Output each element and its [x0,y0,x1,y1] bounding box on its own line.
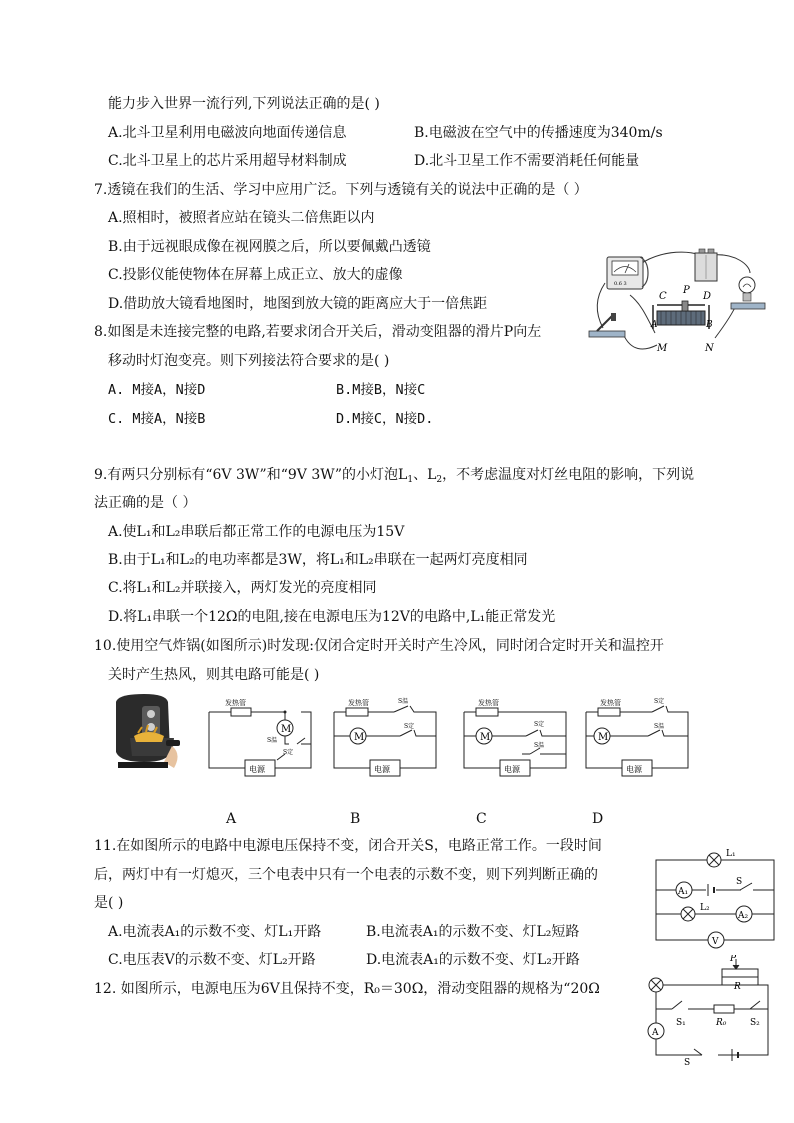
q9-option-c: C.将L₁和L₂并联接入，两灯发光的亮度相同 [108,580,377,596]
svg-text:L₁: L₁ [726,849,736,859]
q11-stem-line1: 11.在如图所示的电路中电源电压保持不变，闭合开关S，电路正常工作。一段时间 [94,838,602,854]
ammeter-icon [607,257,648,289]
label-a: A [651,320,658,330]
q9-option-d: D.将L₁串联一个12Ω的电阻,接在电源电压为12V的电路中,L₁能正常发光 [108,609,556,625]
svg-text:S定: S定 [283,749,294,756]
svg-text:M: M [354,732,365,743]
q11-stem-line3: 是( ) [94,895,124,911]
q8-stem-line2: 移动时灯泡变亮。则下列接法符合要求的是( ) [108,353,390,369]
q6-option-c: C.北斗卫星上的芯片采用超导材料制成 [108,153,347,169]
q10-circuit-a [205,692,315,782]
label-b: B [706,320,713,330]
svg-text:发热管: 发热管 [225,699,246,707]
q8-circuit-figure [585,243,785,358]
q10-stem-line1: 10.使用空气炸锅(如图所示)时发现:仅闭合定时开关时产生冷风，同时闭合定时开关和温控开 [94,638,664,654]
svg-text:L₂: L₂ [700,903,710,913]
label-c: C [659,291,667,302]
svg-text:S₂: S₂ [750,1018,760,1028]
q11-option-d: D.电流表A₁的示数不变、灯L₂开路 [366,952,580,968]
svg-text:电源: 电源 [504,765,520,774]
svg-text:电源: 电源 [374,765,390,774]
label-d: D [703,291,712,302]
lamp-icon [731,277,765,309]
q8-option-b: B.M接B，N接C [336,382,426,398]
q10-circuit-c [460,692,570,782]
q10-letter-a: A [226,811,237,827]
q12-circuit-figure [642,955,782,1065]
svg-text:M: M [598,732,609,743]
battery-icon [695,249,717,281]
q11-option-c: C.电压表V的示数不变、灯L₂开路 [108,952,316,968]
svg-text:A₂: A₂ [738,911,749,921]
svg-text:电源: 电源 [249,765,265,774]
q7-option-c: C.投影仪能使物体在屏幕上成正立、放大的虚像 [108,267,403,283]
q10-letter-d: D [592,811,604,827]
svg-text:发热管: 发热管 [478,699,499,707]
label-m: M [657,343,668,354]
svg-text:S温: S温 [398,698,409,705]
svg-text:R: R [734,982,741,992]
q6-stem-tail: 能力步入世界一流行列,下列说法正确的是( ) [108,96,380,112]
label-p: P [683,285,690,296]
q9-stem-line2: 法正确的是（ ） [94,495,197,511]
q10-circuit-b [330,692,440,782]
svg-text:S温: S温 [267,737,278,744]
svg-text:发热管: 发热管 [348,699,369,707]
q9-stem-line1: 9.有两只分别标有“6V 3W”和“9V 3W”的小灯泡$L_1$、$L_2$，不考虑温度对灯丝电阻的影响，下列说 [94,467,695,485]
svg-text:M: M [281,724,292,735]
q8-option-d: D.M接C，N接D. [336,411,434,427]
switch-icon [589,313,625,337]
svg-text:M: M [480,732,491,743]
q10-letter-b: B [350,811,361,827]
svg-text:S温: S温 [654,723,665,730]
svg-text:A₁: A₁ [678,887,689,897]
q10-stem-line2: 关时产生热风，则其电路可能是( ) [108,667,320,683]
q6-option-d: D.北斗卫星工作不需要消耗任何能量 [414,153,640,169]
q11-circuit-figure [648,844,780,952]
svg-text:S₁: S₁ [676,1018,686,1028]
svg-text:发热管: 发热管 [600,699,621,707]
q10-circuit-d [582,692,692,782]
q9-option-a: A.使L₁和L₂串联后都正常工作的电源电压为15V [108,524,405,540]
svg-text:V: V [712,937,719,947]
q7-stem: 7.透镜在我们的生活、学习中应用广泛。下列与透镜有关的说法中正确的是（ ） [94,182,588,198]
svg-text:P: P [730,955,737,964]
q7-option-b: B.由于远视眼成像在视网膜之后，所以要佩戴凸透镜 [108,239,431,255]
q6-option-b: B.电磁波在空气中的传播速度为340m/s [414,125,663,141]
svg-text:A: A [652,1028,659,1038]
q8-option-a: A. M接A，N接D [108,382,206,398]
q10-letter-c: C [476,811,487,827]
q7-option-a: A.照相时，被照者应站在镜头二倍焦距以内 [108,210,375,226]
svg-text:电源: 电源 [626,765,642,774]
q11-stem-line2: 后，两灯中有一灯熄灭，三个电表中只有一个电表的示数不变，则下列判断正确的 [94,867,598,883]
q11-option-a: A.电流表A₁的示数不变、灯L₁开路 [108,924,322,940]
q8-stem-line1: 8.如图是未连接完整的电路,若要求闭合开关后，滑动变阻器的滑片P向左 [94,324,542,340]
label-n: N [705,343,714,354]
svg-text:S: S [736,877,743,887]
svg-text:R₀: R₀ [716,1018,727,1028]
q11-option-b: B.电流表A₁的示数不变、灯L₂短路 [366,924,580,940]
svg-text:0.6 3: 0.6 3 [614,281,627,287]
svg-text:S: S [684,1058,691,1065]
rheostat-icon [653,301,709,329]
q6-option-a: A.北斗卫星利用电磁波向地面传递信息 [108,125,347,141]
q8-option-c: C. M接A，N接B [108,411,206,427]
air-fryer-image [102,692,188,778]
svg-text:S定: S定 [654,698,665,705]
svg-text:S定: S定 [534,721,545,728]
q9-option-b: B.由于L₁和L₂的电功率都是3W，将L₁和L₂串联在一起两灯亮度相同 [108,552,528,568]
svg-text:S定: S定 [404,723,415,730]
q7-option-d: D.借助放大镜看地图时，地图到放大镜的距离应大于一倍焦距 [108,296,488,312]
q12-stem-line1: 12. 如图所示，电源电压为6V且保持不变，R₀＝30Ω，滑动变阻器的规格为“20Ω [94,981,600,997]
svg-text:S温: S温 [534,742,545,749]
